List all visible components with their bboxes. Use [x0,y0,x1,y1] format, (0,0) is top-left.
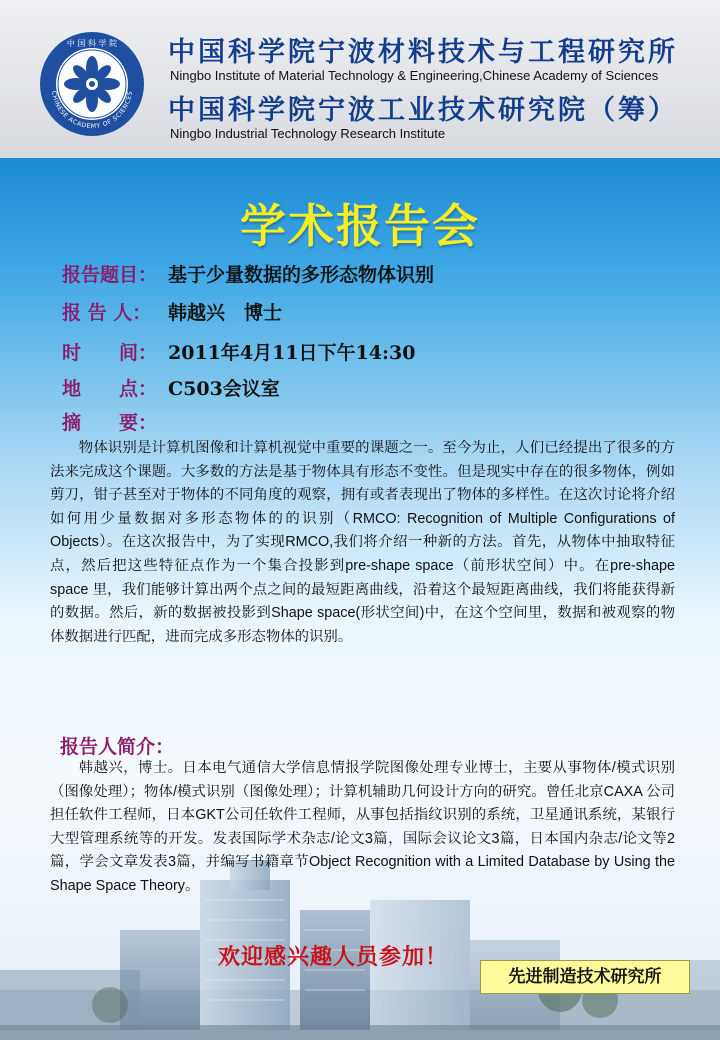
topic-row [62,260,434,287]
poster-title: 学术报告会 [240,199,480,253]
svg-text:CHINESE ACADEMY OF SCIENCES: CHINESE ACADEMY OF SCIENCES [50,90,134,131]
topic-value: 基于少量数据的多形态物体识别 [168,264,435,286]
abstract-text: 物体识别是计算机图像和计算机视觉中重要的课题之一。至今为止，人们已经提出了很多的方法来完成这个课题。大多数的方法是基于物体具有形态不变性。但是现实中存在的很多物体，例如剪刀，钳子甚至对于物体的不同角度的观察，拥有或者表现出了物体的多样性。在这次讨论将介绍如何用少量数据对多形态物体的的识别（RMCO: Recognition of Multiple Configurations of Objects）。在这次报告中，为了实现RMCO,我们将介绍一种新的方法。首先，从物体中抽取特征点，然后把这些特征点作为一个集合投影到pre-shape space（前形状空间）中。在pre-shape space 里，我们能够计算出两个点之间的最短距离曲线，沿着这个最短距离曲线，我们将能获得新的数据。然后，新的数据被投影到Shape space(形状空间)中，在这个空间里，数据和被观察的物体数据进行匹配，进而完成多形态物体的识别。 [50,440,675,645]
institute-name-cn: 中国科学院宁波材料技术与工程研究所 [168,37,678,68]
bio-heading: 报告人简介： [60,736,175,758]
speaker-row [62,298,282,325]
institute2-name-cn: 中国科学院宁波工业技术研究院（筹） [168,95,678,126]
header-banner [0,0,720,158]
cas-logo-icon [38,30,146,138]
svg-text:中 国 科 学 院: 中 国 科 学 院 [66,39,118,48]
organizer-badge: 先进制造技术研究所 [480,960,690,994]
topic-label: 报告题目： [62,264,158,286]
speaker-value: 韩越兴 博士 [168,302,283,324]
speaker-label: 报 告 人： [62,302,152,324]
abstract-label: 摘 要： [62,412,158,434]
time-row [62,338,415,365]
time-value: 2011年4月11日下午14:30 [168,342,416,364]
place-row [62,374,280,401]
place-value: C503会议室 [168,378,280,400]
abstract-row [62,408,168,435]
institute2-name-en: Ningbo Industrial Technology Research Institute [170,126,446,141]
bio-text: 韩越兴，博士。日本电气通信大学信息情报学院图像处理专业博士，主要从事物体/模式识别（图像处理）；物体/模式识别（图像处理）；计算机辅助几何设计方向的研究。曾任北京CAXA 公司担任软件工程师，日本GKT公司任软件工程师，从事包括指纹识别的系统，卫星通讯系统，某银行大型管理系统等的开发。发表国际学术杂志/论文3篇，国际会议论文3篇，日本国内杂志/论文等2篇，学会文章发表3篇，并编写书籍章节Object Recognition with a Limited Database by Using the Shape Space Theory。 [50,760,675,894]
institute-name-en: Ningbo Institute of Material Technology & Engineering,Chinese Academy of Sciences [170,68,659,83]
place-label: 地 点： [62,378,158,400]
time-label: 时 间： [62,342,158,364]
welcome-message: 欢迎感兴趣人员参加！ [218,944,449,970]
